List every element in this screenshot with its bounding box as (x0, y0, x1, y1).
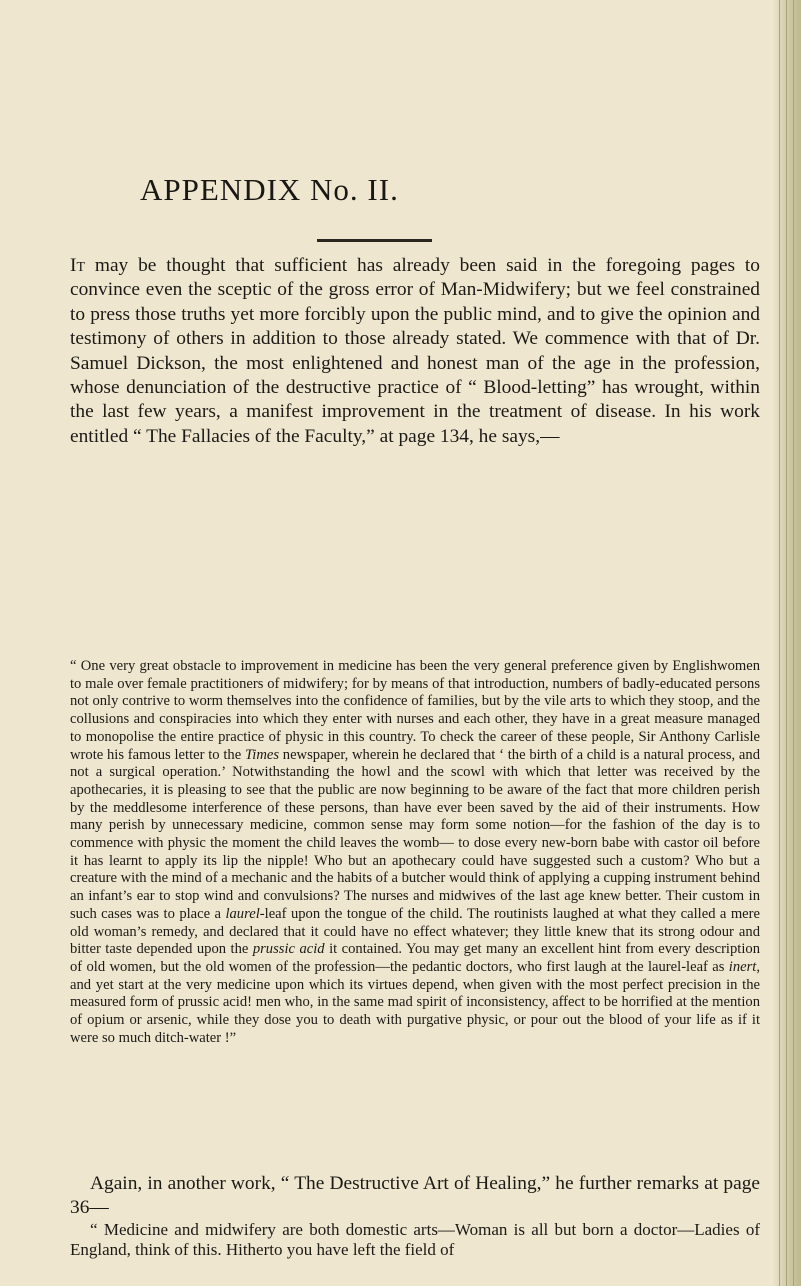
intro-text: may be thought that sufficient has already been said in the foregoing pages to convince even the sceptic of the gross error of Man-Midwifery; but we feel constrained to press those truths yet more forcibly upon the public mind, and to give the opinion and testimony of others in addition to those already stated. We commence with that of Dr. Samuel Dickson, the most enlightened and honest man of the age in the profession, whose denunciation of the destructive practice of “ Blood-letting” has wrought, within the last few years, a manifest improvement in the treatment of disease. In his work entitled “ The Fallacies of the Faculty,” at page 134, he says,— (70, 255, 760, 447)
quote-italic: laurel (225, 905, 260, 922)
intro-lead-word: It (70, 255, 86, 276)
quote-italic: prussic acid (252, 941, 325, 958)
quote-italic: Times (244, 746, 280, 763)
quote-text: it contained. You may get many an excellent hint from every description of old women, but the old women of the profession—the pedantic doctors, who first laugh at the laurel-leaf as (70, 941, 760, 975)
intro-paragraph (70, 254, 760, 449)
page-edge (773, 0, 801, 1286)
quote-text: , and yet start at the very medicine upon which its virtues depend, when given with the most perfect precision in the measured form of prussic acid! men who, in the same mad spirit of inconsistency, affect to be horrified at the mention of opium or arsenic, while they dose you to death with purgative physic, or pour out the blood of your life as if it were so much ditch-water !” (70, 958, 760, 1046)
title-rule (317, 239, 432, 242)
page-title: APPENDIX No. II. (140, 172, 399, 207)
quote-text: newspaper, wherein he declared that ‘ the birth of a child is a natural process, and not a surgical operation.’ Notwithstanding the howl and the scowl with which that letter was received by the apothecaries, it is pleasing to see that the public are now beginning to be aware of the fact that more children perish by the meddlesome interference of these persons, than have ever been saved by the aid of their instruments. How many perish by unnecessary medicine, common sense may form some notion—for the fashion of the day is to commence with physic the moment the child leaves the womb— to dose every new-born babe with castor oil before it has learnt to apply its lip the nipple! Who but an apothecary could have suggested such a custom? Who but a creature with the mind of a mechanic and the habits of a butcher would think of applying a cupping instrument behind an infant’s ear to stop wind and convulsions? The nurses and midwives of the last age knew better. Their custom in such cases was to place a (70, 746, 760, 922)
quotation-block (70, 658, 760, 1047)
second-quotation: “ Medicine and midwifery are both domestic arts—Woman is all but born a doctor—Ladies of England, think of this. Hitherto you have left the field of (70, 1220, 760, 1259)
second-paragraph: Again, in another work, “ The Destructive Art of Healing,” he further remarks at page 36— (70, 1173, 760, 1218)
quote-text: “ One very great obstacle to improvement in medicine has been the very general preference given by Englishwomen to male over female practitioners of midwifery; for by means of that introduction, numbers of badly-educated persons not only contrive to worm themselves into the confidence of families, but by the vile arts to which they stoop, and the collusions and conspiracies into which they enter with nurses and each other, they have in a great measure managed to monopolise the entire practice of physic in this country. To check the career of these people, Sir Anthony Carlisle wrote his famous letter to the (70, 658, 760, 763)
quote-text: -leaf upon the tongue of the child. The routinists laughed at what they called a mere old woman’s remedy, and declared that it could have no effect whatever; they little knew that its strong odour and bitter taste depended upon the (70, 905, 760, 958)
quote-italic: inert (728, 958, 757, 975)
